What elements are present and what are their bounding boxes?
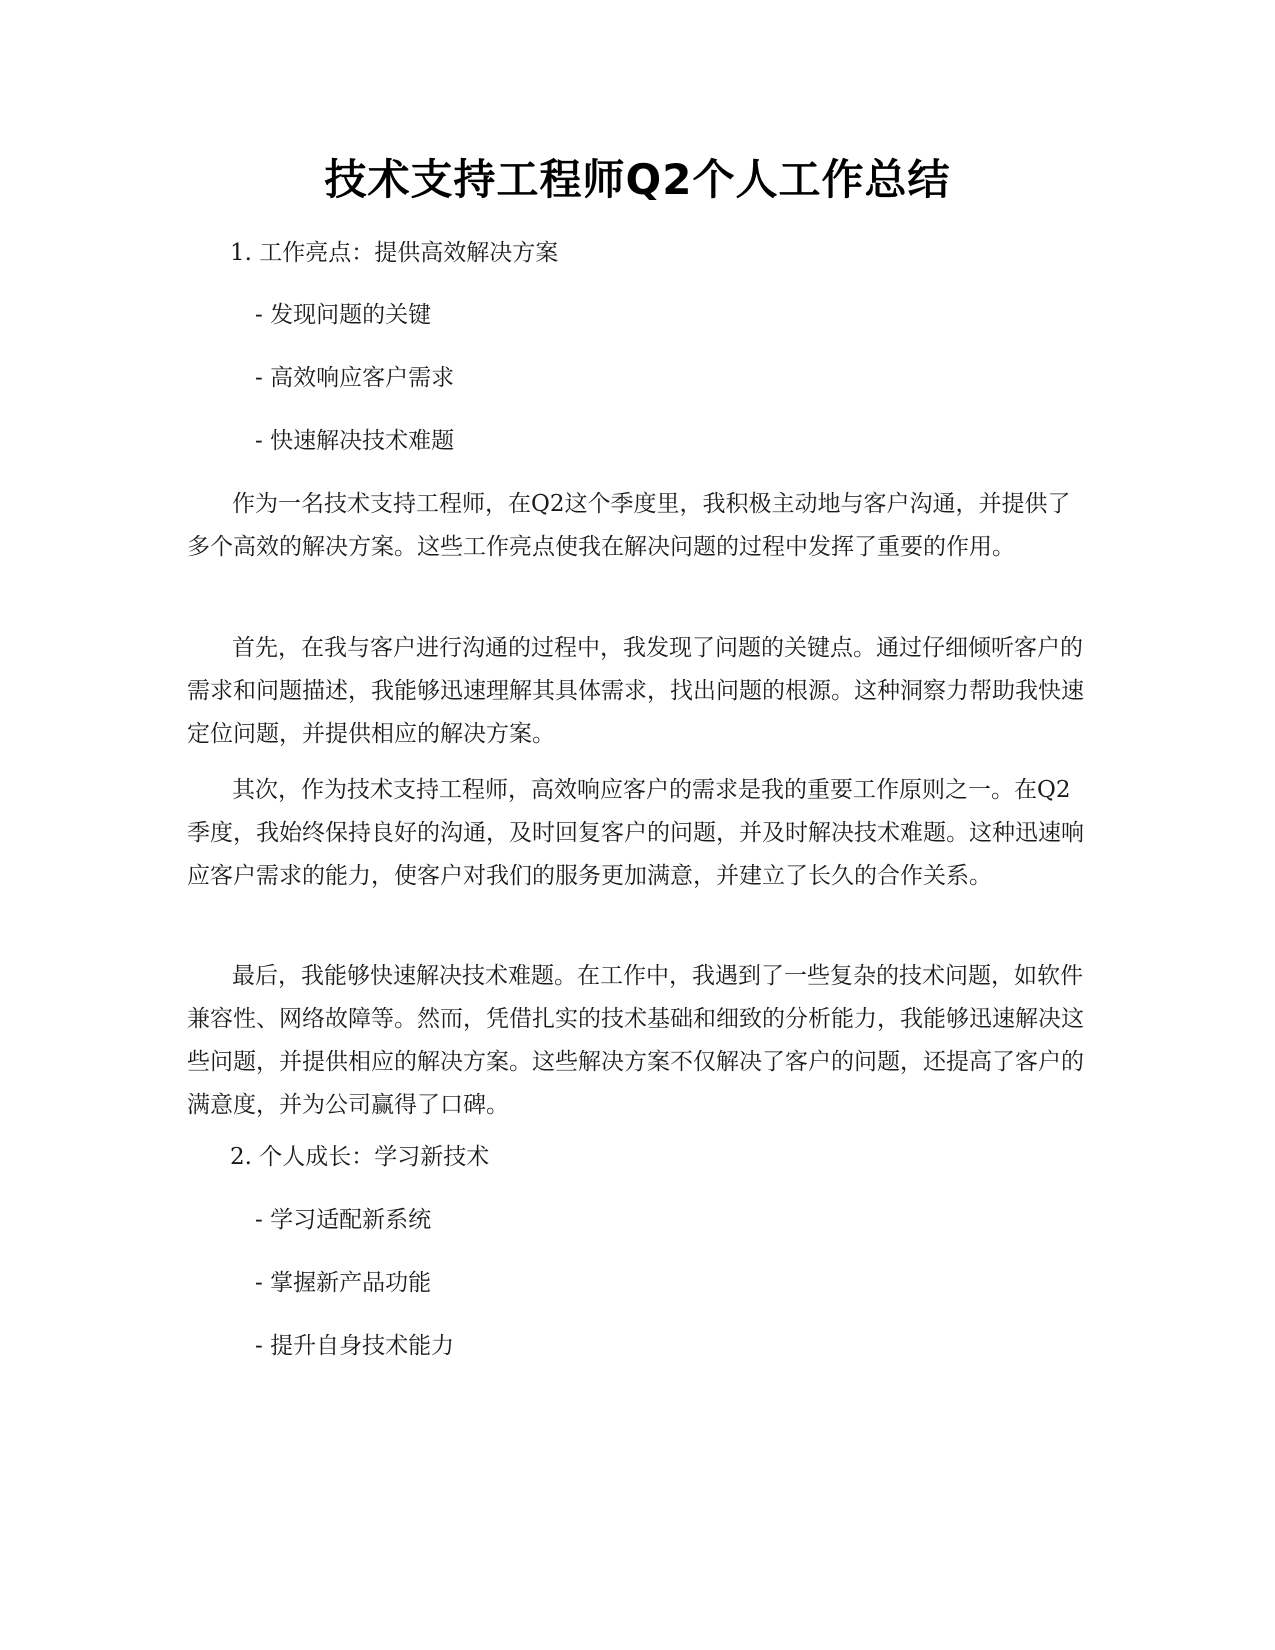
section-1-bullet-1: - 发现问题的关键 (255, 302, 432, 328)
section-1-paragraph-2: 首先，在我与客户进行沟通的过程中，我发现了问题的关键点。通过仔细倾听客户的需求和问题描述，我能够迅速理解其具体需求，找出问题的根源。这种洞察力帮助我快速定位问题，并提供相应的解决方案。 (187, 635, 1084, 747)
section-2-bullet-3: - 提升自身技术能力 (255, 1333, 455, 1359)
section-1-paragraph-4: 最后，我能够快速解决技术难题。在工作中，我遇到了一些复杂的技术问题，如软件兼容性、网络故障等。然而，凭借扎实的技术基础和细致的分析能力，我能够迅速解决这些问题，并提供相应的解决方案。这些解决方案不仅解决了客户的问题，还提高了客户的满意度，并为公司赢得了口碑。 (187, 963, 1084, 1118)
section-2-heading: 2. 个人成长：学习新技术 (230, 1144, 490, 1170)
section-1-paragraph-3: 其次，作为技术支持工程师，高效响应客户的需求是我的重要工作原则之一。在Q2季度，我始终保持良好的沟通，及时回复客户的问题，并及时解决技术难题。这种迅速响应客户需求的能力，使客户对我们的服务更加满意，并建立了长久的合作关系。 (187, 777, 1084, 889)
section-2-bullet-1: - 学习适配新系统 (255, 1207, 432, 1233)
section-1-paragraph-1: 作为一名技术支持工程师，在Q2这个季度里，我积极主动地与客户沟通，并提供了多个高效的解决方案。这些工作亮点使我在解决问题的过程中发挥了重要的作用。 (187, 491, 1071, 560)
section-2-bullet-2: - 掌握新产品功能 (255, 1270, 432, 1296)
section-1-bullet-3: - 快速解决技术难题 (255, 428, 455, 454)
section-1-bullet-2: - 高效响应客户需求 (255, 365, 455, 391)
document-title: 技术支持工程师Q2个人工作总结 (324, 155, 951, 204)
section-1-heading: 1. 工作亮点：提供高效解决方案 (230, 240, 559, 266)
